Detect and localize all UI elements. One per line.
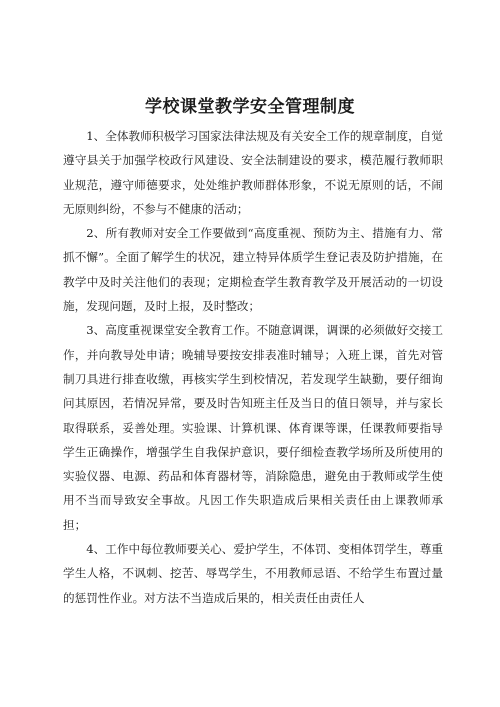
document-title: 学校课堂教学安全管理制度 bbox=[145, 97, 355, 117]
document-body bbox=[63, 124, 443, 610]
paragraph-4: 4、工作中每位教师要关心、爱护学生，不体罚、变相体罚学生，尊重学生人格，不讽刺、挖苦、辱骂学生，不用教师忌语、不给学生布置过量的惩罚性作业。对方法不当造成后果的，相关责任由责任人 bbox=[63, 542, 443, 605]
paragraph-2: 2、所有教师对安全工作要做到“高度重视、预防为主、措施有力、常抓不懈”。全面了解学生的状况，建立特异体质学生登记表及防护措施，在教学中及时关注他们的表现；定期检查学生教育教学及开展活动的一切设施，发现问题，及时上报，及时整改； bbox=[63, 226, 443, 314]
paragraph-3: 3、高度重视课堂安全教育工作。不随意调课，调课的必须做好交接工作，并向教导处申请；晚辅导要按安排表准时辅导；入班上课，首先对管制刀具进行排查收缴，再核实学生到校情况，若发现学生缺勤，要仔细询问其原因，若情况异常，要及时告知班主任及当日的值日领导，并与家长取得联系，妥善处理。实验课、计算机课、体育课等课，任课教师要指导学生正确操作，增强学生自我保护意识，要仔细检查教学场所及所使用的实验仪器、电源、药品和体育器材等，消除隐患，避免由于教师或学生使用不当而导致安全事故。凡因工作失职造成后果相关责任由上课教师承担； bbox=[63, 323, 443, 532]
paragraph-1: 1、全体教师积极学习国家法律法规及有关安全工作的规章制度，自觉遵守县关于加强学校政行风建设、安全法制建设的要求，模范履行教师职业规范，遵守师德要求，处处维护教师群体形象，不说无原则的话，不闹无原则纠纷，不参与不健康的活动； bbox=[63, 129, 443, 216]
